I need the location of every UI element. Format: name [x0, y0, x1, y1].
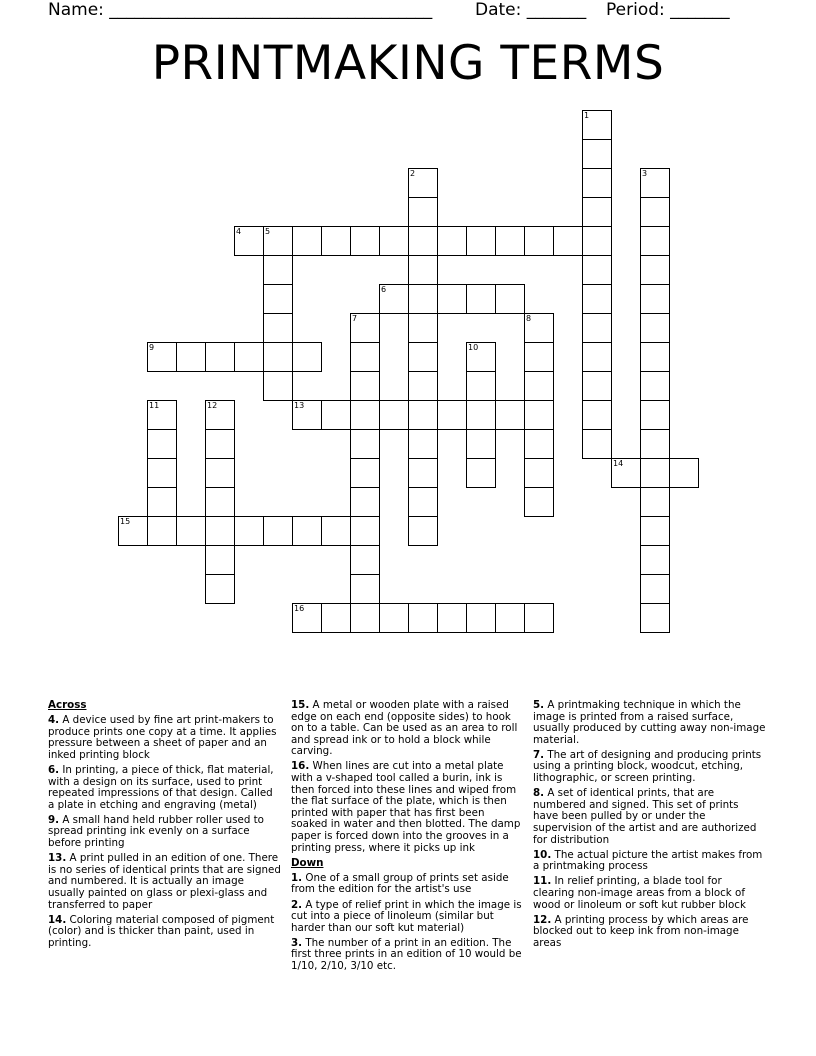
clue-text: When lines are cut into a metal plate with a v-shaped tool called a burin, ink is then forced into these lines and wiped from the flat surface of the plate, which is then printed with paper that has first been soaked in water and then blotted. The damp paper is forced down into the grooves in a printing press, where it picks up ink: [291, 760, 521, 854]
grid-cell[interactable]: [408, 342, 438, 372]
grid-cell[interactable]: [524, 429, 554, 459]
grid-cell[interactable]: [437, 603, 467, 633]
grid-cell[interactable]: [466, 371, 496, 401]
grid-cell[interactable]: [640, 603, 670, 633]
grid-cell[interactable]: [524, 313, 554, 343]
grid-cell[interactable]: [147, 458, 177, 488]
clue-item: [291, 900, 524, 935]
grid-cell[interactable]: [408, 168, 438, 198]
clue-number: 15: [120, 517, 131, 526]
clue-number: 12: [207, 401, 218, 410]
grid-cell[interactable]: [640, 342, 670, 372]
grid-cell[interactable]: [205, 545, 235, 575]
grid-cell[interactable]: [582, 168, 612, 198]
clue-number: 9: [149, 343, 155, 352]
grid-cell[interactable]: [524, 487, 554, 517]
date-field[interactable]: Date: _______: [475, 0, 587, 20]
clue-number: 6: [381, 285, 387, 294]
grid-cell[interactable]: [408, 400, 438, 430]
period-field[interactable]: Period: _______: [606, 0, 730, 20]
clue-item: [533, 850, 766, 873]
clue-number: 5: [265, 227, 271, 236]
grid-cell[interactable]: [118, 516, 148, 546]
grid-cell[interactable]: [408, 255, 438, 285]
clue-section-heading: Down: [291, 856, 324, 869]
grid-cell[interactable]: [466, 284, 496, 314]
grid-cell[interactable]: [292, 342, 322, 372]
grid-cell[interactable]: [263, 516, 293, 546]
clue-text: The number of a print in an edition. The first three prints in an edition of 10 would be 1/10, 2/10, 3/10 etc.: [291, 936, 522, 972]
grid-cell[interactable]: [408, 197, 438, 227]
clue-number-label: 4.: [48, 714, 60, 727]
grid-cell[interactable]: [350, 603, 380, 633]
grid-cell[interactable]: [263, 371, 293, 401]
grid-cell[interactable]: [292, 603, 322, 633]
clue-number: 16: [294, 604, 305, 613]
clue-text: Coloring material composed of pigment (color) and is thicker than paint, used in printing.: [48, 913, 275, 949]
grid-cell[interactable]: [640, 487, 670, 517]
grid-cell[interactable]: [640, 458, 670, 488]
grid-cell[interactable]: [582, 429, 612, 459]
grid-cell[interactable]: [234, 342, 264, 372]
grid-cell[interactable]: [640, 400, 670, 430]
grid-cell[interactable]: [205, 342, 235, 372]
grid-cell[interactable]: [524, 458, 554, 488]
grid-cell[interactable]: [640, 313, 670, 343]
grid-cell[interactable]: [379, 226, 409, 256]
grid-cell[interactable]: [350, 574, 380, 604]
grid-cell[interactable]: [582, 284, 612, 314]
clue-text: The art of designing and producing prints using a printing block, woodcut, etching, lithographic, or screen printing.: [533, 748, 762, 785]
grid-cell[interactable]: [582, 371, 612, 401]
clue-section-heading: Across: [48, 699, 87, 711]
grid-cell[interactable]: [466, 400, 496, 430]
grid-cell[interactable]: [292, 226, 322, 256]
grid-cell[interactable]: [640, 516, 670, 546]
grid-cell[interactable]: [495, 226, 525, 256]
grid-cell[interactable]: [147, 342, 177, 372]
grid-cell[interactable]: [640, 226, 670, 256]
clue-item: [533, 750, 766, 785]
grid-cell[interactable]: [147, 516, 177, 546]
clue-text: A type of relief print in which the image is cut into a piece of linoleum (similar but harder than our soft kut material): [291, 898, 522, 934]
grid-cell[interactable]: [321, 226, 351, 256]
grid-cell[interactable]: [205, 487, 235, 517]
grid-cell[interactable]: [350, 342, 380, 372]
grid-cell[interactable]: [466, 342, 496, 372]
clue-item: [48, 915, 281, 950]
grid-cell[interactable]: [263, 226, 293, 256]
grid-cell[interactable]: [466, 429, 496, 459]
grid-cell[interactable]: [524, 342, 554, 372]
grid-cell[interactable]: [437, 284, 467, 314]
clue-text: A small hand held rubber roller used to spread printing ink evenly on a surface before printing: [48, 813, 264, 850]
grid-cell[interactable]: [205, 429, 235, 459]
clue-number: 2: [410, 169, 416, 178]
grid-cell[interactable]: [640, 255, 670, 285]
clue-item: [533, 876, 766, 911]
grid-cell[interactable]: [640, 429, 670, 459]
grid-cell[interactable]: [495, 400, 525, 430]
grid-cell[interactable]: [408, 458, 438, 488]
clue-text: A print pulled in an edition of one. There is no series of identical prints that are signed and numbered. It is actually an image usually painted on glass or plexi-glass and transferred to paper: [48, 852, 281, 911]
grid-cell[interactable]: [466, 226, 496, 256]
clue-number-label: 10.: [533, 848, 552, 861]
grid-cell[interactable]: [582, 139, 612, 169]
clue-text: A printing process by which areas are blocked out to keep ink from non-image areas: [533, 913, 749, 949]
grid-cell[interactable]: [263, 342, 293, 372]
grid-cell[interactable]: [582, 313, 612, 343]
clue-number-label: 6.: [48, 763, 60, 776]
grid-cell[interactable]: [205, 516, 235, 546]
grid-cell[interactable]: [234, 226, 264, 256]
grid-cell[interactable]: [263, 255, 293, 285]
grid-cell[interactable]: [350, 429, 380, 459]
clue-item: [291, 761, 524, 854]
grid-cell[interactable]: [234, 516, 264, 546]
grid-cell[interactable]: [640, 574, 670, 604]
grid-cell[interactable]: [205, 574, 235, 604]
grid-cell[interactable]: [437, 400, 467, 430]
clue-number-label: 16.: [291, 760, 310, 773]
grid-cell[interactable]: [205, 400, 235, 430]
grid-cell[interactable]: [350, 313, 380, 343]
grid-cell[interactable]: [408, 429, 438, 459]
clue-text: The actual picture the artist makes from a printmaking process: [533, 848, 763, 873]
grid-cell[interactable]: [205, 458, 235, 488]
clue-text: In relief printing, a blade tool for clearing non-image areas from a block of wood or linoleum or soft kut rubber block: [533, 875, 746, 911]
grid-cell[interactable]: [263, 284, 293, 314]
grid-cell[interactable]: [292, 400, 322, 430]
grid-cell[interactable]: [582, 255, 612, 285]
grid-cell[interactable]: [408, 284, 438, 314]
clue-text: One of a small group of prints set aside from the edition for the artist's use: [291, 871, 509, 896]
clue-text: A device used by fine art print-makers to produce prints one copy at a time. It applies pressure between a sheet of paper and an inked printing block: [48, 714, 277, 761]
grid-cell[interactable]: [524, 226, 554, 256]
grid-cell[interactable]: [350, 371, 380, 401]
clue-item: [48, 715, 281, 761]
clue-item: [48, 853, 281, 911]
grid-cell[interactable]: [640, 284, 670, 314]
grid-cell[interactable]: [350, 487, 380, 517]
clue-number-label: 3.: [291, 936, 303, 949]
grid-cell[interactable]: [147, 429, 177, 459]
clue-number: 11: [149, 401, 160, 410]
grid-cell[interactable]: [147, 400, 177, 430]
grid-cell[interactable]: [611, 458, 641, 488]
grid-cell[interactable]: [350, 516, 380, 546]
page-title: PRINTMAKING TERMS: [151, 36, 665, 91]
clue-number-label: 7.: [533, 748, 545, 761]
grid-cell[interactable]: [582, 342, 612, 372]
grid-cell[interactable]: [321, 516, 351, 546]
clue-number: 1: [584, 111, 590, 120]
grid-cell[interactable]: [379, 400, 409, 430]
grid-cell[interactable]: [553, 226, 583, 256]
clue-text: In printing, a piece of thick, flat material, with a design on its surface, used to print repeated impressions of that design. Called a plate in etching and engraving (metal): [48, 763, 274, 811]
clue-item: [533, 788, 766, 846]
grid-cell[interactable]: [263, 313, 293, 343]
grid-cell[interactable]: [640, 197, 670, 227]
clue-number-label: 2.: [291, 898, 303, 911]
clue-number: 4: [236, 227, 242, 236]
clue-item: [533, 915, 766, 950]
grid-cell[interactable]: [437, 226, 467, 256]
clue-number-label: 1.: [291, 871, 303, 884]
clue-text: A printmaking technique in which the image is printed from a raised surface, usually produced by cutting away non-image material.: [533, 699, 766, 746]
grid-cell[interactable]: [408, 516, 438, 546]
clue-number-label: 8.: [533, 787, 545, 800]
clue-number: 7: [352, 314, 358, 323]
clue-number: 10: [468, 343, 479, 352]
clue-number-label: 11.: [533, 875, 552, 888]
grid-cell[interactable]: [321, 400, 351, 430]
grid-cell[interactable]: [379, 603, 409, 633]
clue-text: A metal or wooden plate with a raised edge on each end (opposite sides) to hook on to a table. Can be used as an area to roll and spread ink or to hold a block while carving.: [291, 699, 518, 758]
grid-cell[interactable]: [669, 458, 699, 488]
clue-number-label: 9.: [48, 813, 60, 826]
grid-cell[interactable]: [582, 110, 612, 140]
grid-cell[interactable]: [466, 603, 496, 633]
clue-number-label: 15.: [291, 699, 310, 711]
grid-cell[interactable]: [176, 516, 206, 546]
clue-number-label: 14.: [48, 913, 67, 926]
grid-cell[interactable]: [350, 458, 380, 488]
grid-cell[interactable]: [350, 226, 380, 256]
grid-cell[interactable]: [582, 197, 612, 227]
clue-item: [48, 815, 281, 850]
clues-column-2: [291, 700, 524, 976]
clue-item: [291, 700, 524, 758]
clue-number: 8: [526, 314, 532, 323]
grid-cell[interactable]: [582, 226, 612, 256]
grid-cell[interactable]: [408, 487, 438, 517]
clues-column-3: [533, 700, 766, 953]
clue-number-label: 12.: [533, 913, 552, 926]
grid-cell[interactable]: [524, 400, 554, 430]
grid-cell[interactable]: [640, 371, 670, 401]
name-field[interactable]: Name: ______________________________________: [48, 0, 433, 20]
grid-cell[interactable]: [466, 458, 496, 488]
grid-cell[interactable]: [408, 226, 438, 256]
clue-item: [291, 938, 524, 973]
grid-cell[interactable]: [408, 313, 438, 343]
clue-number: 14: [613, 459, 624, 468]
grid-cell[interactable]: [524, 371, 554, 401]
clue-text: A set of identical prints, that are numbered and signed. This set of prints have been pulled by or under the supervision of the artist and are authorized for distribution: [533, 787, 757, 846]
grid-cell[interactable]: [495, 603, 525, 633]
grid-cell[interactable]: [292, 516, 322, 546]
grid-cell[interactable]: [495, 284, 525, 314]
grid-cell[interactable]: [176, 342, 206, 372]
clue-number-label: 13.: [48, 852, 67, 865]
grid-cell[interactable]: [524, 603, 554, 633]
grid-cell[interactable]: [408, 371, 438, 401]
grid-cell[interactable]: [350, 400, 380, 430]
clue-number-label: 5.: [533, 699, 545, 711]
grid-cell[interactable]: [640, 545, 670, 575]
clue-item: [533, 700, 766, 746]
grid-cell[interactable]: [582, 400, 612, 430]
grid-cell[interactable]: [321, 603, 351, 633]
grid-cell[interactable]: [147, 487, 177, 517]
grid-cell[interactable]: [640, 168, 670, 198]
clues-column-1: [48, 700, 281, 953]
clue-number: 3: [642, 169, 648, 178]
grid-cell[interactable]: [408, 603, 438, 633]
grid-cell[interactable]: [350, 545, 380, 575]
clue-number: 13: [294, 401, 305, 410]
clue-item: [291, 873, 524, 896]
grid-cell[interactable]: [379, 284, 409, 314]
clue-item: [48, 765, 281, 811]
